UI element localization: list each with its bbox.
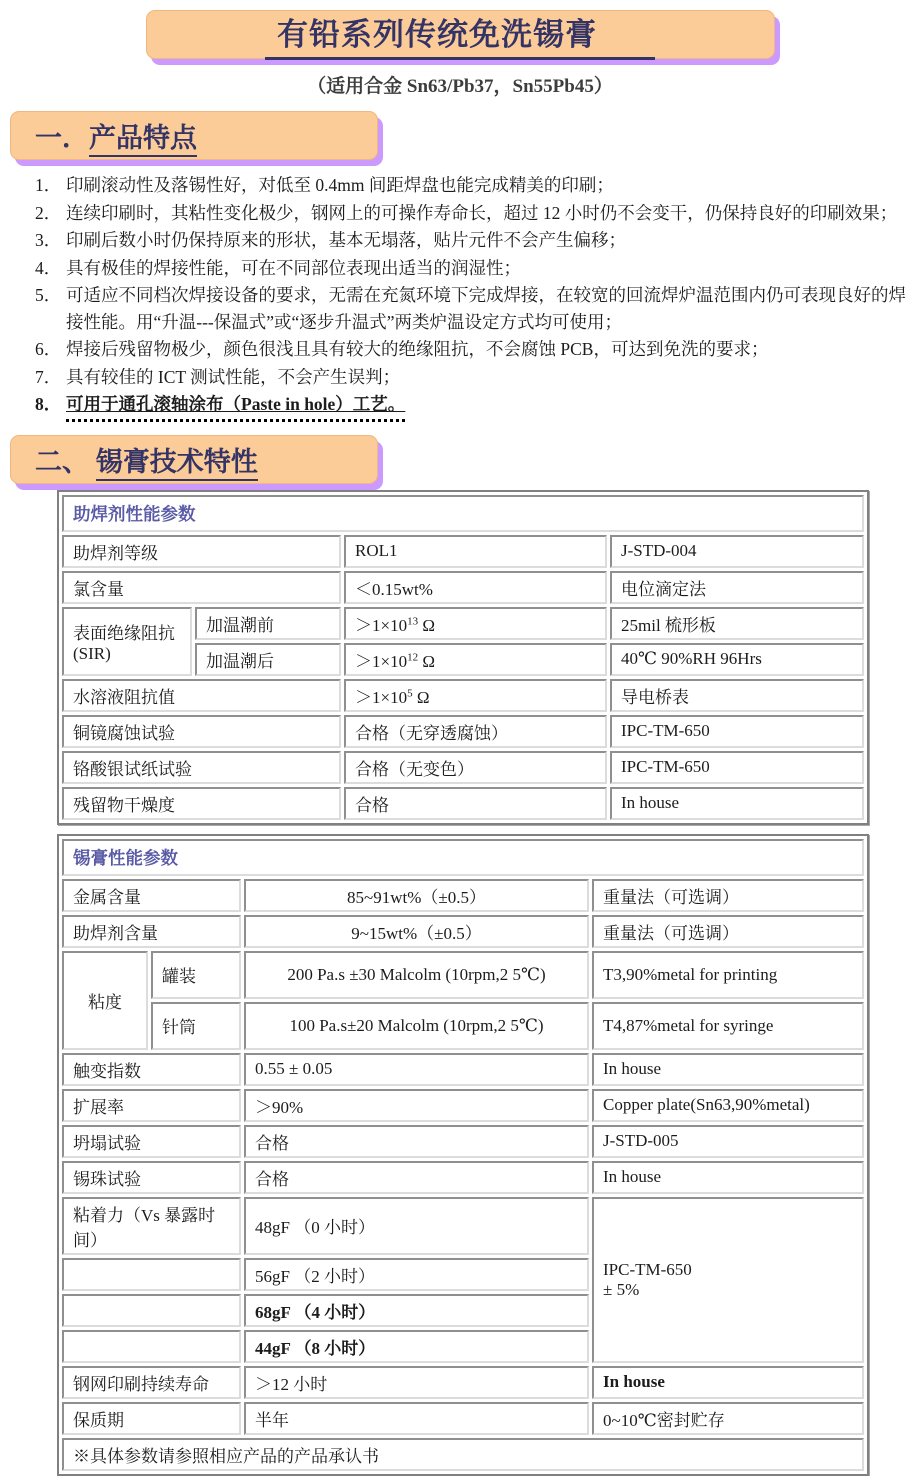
table-footer-row [62,1438,864,1471]
feature-number: 1． [35,175,62,195]
section-1-number: 一． [35,123,89,153]
sir-label-line2: (SIR) [73,643,111,663]
feature-number: 7． [35,366,62,387]
feature-item [35,255,912,282]
table-row [62,787,864,820]
doc-title [265,9,655,60]
spec-subitem-cell: 加温潮前 [195,607,341,640]
spec-method-cell: 0~10℃密封贮存 [592,1402,864,1435]
spec-value-cell: 85~91wt%（±0.5） [244,879,589,912]
table-row [62,951,864,999]
table-row [62,1402,864,1435]
spec-value-cell: 合格 [244,1125,589,1158]
spec-value-cell: 48gF （0 小时） [244,1197,589,1255]
spec-method-cell: In house [592,1366,864,1399]
spec-value-cell: 合格（无变色） [344,751,607,784]
spec-item-cell: 氯含量 [62,571,341,604]
feature-text: 焊接后残留物极少，颜色很浅且具有较大的绝缘阻抗，不会腐蚀 PCB，可达到免洗的要求； [66,339,769,359]
spec-value-cell: 56gF （2 小时） [244,1258,589,1291]
feature-item [35,391,912,422]
spec-subitem-cell: 罐装 [151,951,241,999]
section-1-heading [35,116,197,155]
spec-method-cell [592,1197,864,1363]
feature-item [35,336,912,363]
doc-title-banner [146,10,775,59]
spec-item-cell [62,1258,241,1291]
spec-value-cell: 合格（无穿透腐蚀） [344,715,607,748]
feature-item [35,364,912,391]
table-section-header-row [62,495,864,532]
spec-item-cell [62,1330,241,1363]
spec-method-cell: 重量法（可选调） [592,915,864,948]
section-2-banner [10,435,378,484]
feature-number: 6． [35,339,62,359]
doc-title-rest-part: 系列传统免洗锡膏 [341,17,597,52]
spec-item-cell: 保质期 [62,1402,241,1435]
table-row [62,879,864,912]
table-row [62,1089,864,1122]
value-base: ＞1×10 [355,651,408,671]
spec-method-cell: T4,87%metal for syringe [592,1002,864,1050]
table-row [62,1002,864,1050]
spec-value-cell: ＞90% [244,1089,589,1122]
spec-value-cell: 合格 [244,1161,589,1194]
feature-text: 印刷后数小时仍保持原来的形状，基本无塌落，贴片元件不会产生偏移； [66,230,626,250]
table-row [62,571,864,604]
feature-number: 2． [35,202,62,223]
spec-item-cell: 水溶液阻抗值 [62,679,341,712]
spec-value-cell: 合格 [344,787,607,820]
feature-number: 8． [35,394,62,414]
spec-item-cell: 金属含量 [62,879,241,912]
table-row [62,751,864,784]
value-exponent: 5 [407,686,413,699]
value-base: ＞1×10 [355,687,408,707]
value-unit: Ω [418,651,435,671]
table-footer-note: ※具体参数请参照相应产品的产品承认书 [62,1438,864,1471]
feature-number: 4． [35,257,62,278]
feature-text: 可适应不同档次焊接设备的要求，无需在充氮环境下完成焊接，在较宽的回流焊炉温范围内仍可表现良好的焊接性能。用“升温---保温式”或“逐步升温式”两类炉温设定方式均可使用； [66,285,906,332]
feature-item [35,172,912,199]
spec-item-cell: 锡珠试验 [62,1161,241,1194]
spec-item-cell [62,607,192,676]
table-row [62,1366,864,1399]
section-2-title: 锡膏技术特性 [96,447,258,481]
spec-value-cell [344,643,607,676]
section-2-heading [35,440,258,479]
spec-item-cell: 扩展率 [62,1089,241,1122]
spec-method-cell: 电位滴定法 [610,571,864,604]
spec-value-cell: 0.55 ± 0.05 [244,1053,589,1086]
spec-value-cell [344,679,607,712]
feature-text: 连续印刷时，其粘性变化极少，钢网上的可操作寿命长，超过 12 小时仍不会变干，仍保持良好的印刷效果； [66,202,898,223]
spec-method-cell: J-STD-005 [592,1125,864,1158]
paste-parameters-table [57,834,869,1476]
table-section-header-row [62,839,864,876]
feature-text: 印刷滚动性及落锡性好，对低至 0.4mm 间距焊盘也能完成精美的印刷； [66,175,614,195]
spec-method-cell: In house [592,1161,864,1194]
spec-value-cell: 半年 [244,1402,589,1435]
spec-item-cell: 铬酸银试纸试验 [62,751,341,784]
table-row [62,1053,864,1086]
spec-item-cell: 助焊剂含量 [62,915,241,948]
spec-method-cell: J-STD-004 [610,535,864,568]
spec-item-cell: 助焊剂等级 [62,535,341,568]
section-2-number: 二、 [35,446,96,477]
spec-method-cell: 25mil 梳形板 [610,607,864,640]
spec-subitem-cell: 加温潮后 [195,643,341,676]
spec-value-cell: 100 Pa.s±20 Malcolm (10rpm,2 5℃) [244,1002,589,1050]
table-row [62,915,864,948]
features-list [35,172,912,422]
doc-subtitle: （适用合金 Sn63/Pb37，Sn55Pb45） [307,76,613,97]
spec-method-cell: T3,90%metal for printing [592,951,864,999]
spec-item-cell: 粘度 [62,951,148,1050]
flux-table-header: 助焊剂性能参数 [62,495,864,532]
section-1-banner [10,111,378,160]
spec-value-cell: ROL1 [344,535,607,568]
spec-value-cell: 68gF （4 小时） [244,1294,589,1327]
feature-number: 3． [35,230,62,250]
feature-text: 具有极佳的焊接性能，可在不同部位表现出适当的润湿性； [66,257,521,278]
spec-value-cell: 44gF （8 小时） [244,1330,589,1363]
value-exponent: 12 [407,650,419,663]
table-row [62,1197,864,1255]
value-unit: Ω [412,687,430,707]
table-row [62,535,864,568]
feature-item [35,282,912,335]
spec-item-cell: 粘着力（Vs 暴露时间） [62,1197,241,1255]
paste-table-header: 锡膏性能参数 [62,839,864,876]
feature-item [35,227,912,254]
value-unit: Ω [418,615,435,635]
spec-value-cell [344,607,607,640]
table-row [62,1125,864,1158]
sir-label-line1: 表面绝缘阻抗 [73,623,175,643]
doc-title-bold-part: 有铅 [277,17,341,52]
spec-subitem-cell: 针筒 [151,1002,241,1050]
spec-item-cell: 铜镜腐蚀试验 [62,715,341,748]
value-base: ＞1×10 [355,615,408,635]
feature-text: 可用于通孔滚轴涂布（Paste in hole）工艺。 [66,391,405,422]
spec-method-cell: IPC-TM-650 [610,715,864,748]
method-line1: IPC-TM-650 [603,1259,692,1279]
method-line2: ± 5% [603,1279,640,1299]
spec-item-cell: 钢网印刷持续寿命 [62,1366,241,1399]
feature-text: 具有较佳的 ICT 测试性能，不会产生误判； [66,366,401,387]
spec-item-cell: 残留物干燥度 [62,787,341,820]
section-1-title: 产品特点 [89,123,197,157]
spec-method-cell: 40℃ 90%RH 96Hrs [610,643,864,676]
table-row [62,607,864,640]
spec-item-cell: 触变指数 [62,1053,241,1086]
spec-value-cell: 9~15wt%（±0.5） [244,915,589,948]
spec-method-cell: 重量法（可选调） [592,879,864,912]
spec-value-cell: ＞12 小时 [244,1366,589,1399]
feature-item [35,200,912,227]
value-exponent: 13 [407,614,419,627]
flux-parameters-table [57,490,869,825]
spec-value-cell: ＜0.15wt% [344,571,607,604]
spec-method-cell: Copper plate(Sn63,90%metal) [592,1089,864,1122]
spec-method-cell: In house [592,1053,864,1086]
spec-method-cell: In house [610,787,864,820]
spec-value-cell: 200 Pa.s ±30 Malcolm (10rpm,2 5℃) [244,951,589,999]
spec-item-cell: 坍塌试验 [62,1125,241,1158]
spec-method-cell: 导电桥表 [610,679,864,712]
table-row [62,715,864,748]
feature-number: 5． [35,285,62,305]
spec-item-cell [62,1294,241,1327]
table-row [62,1161,864,1194]
table-row [62,679,864,712]
spec-method-cell: IPC-TM-650 [610,751,864,784]
